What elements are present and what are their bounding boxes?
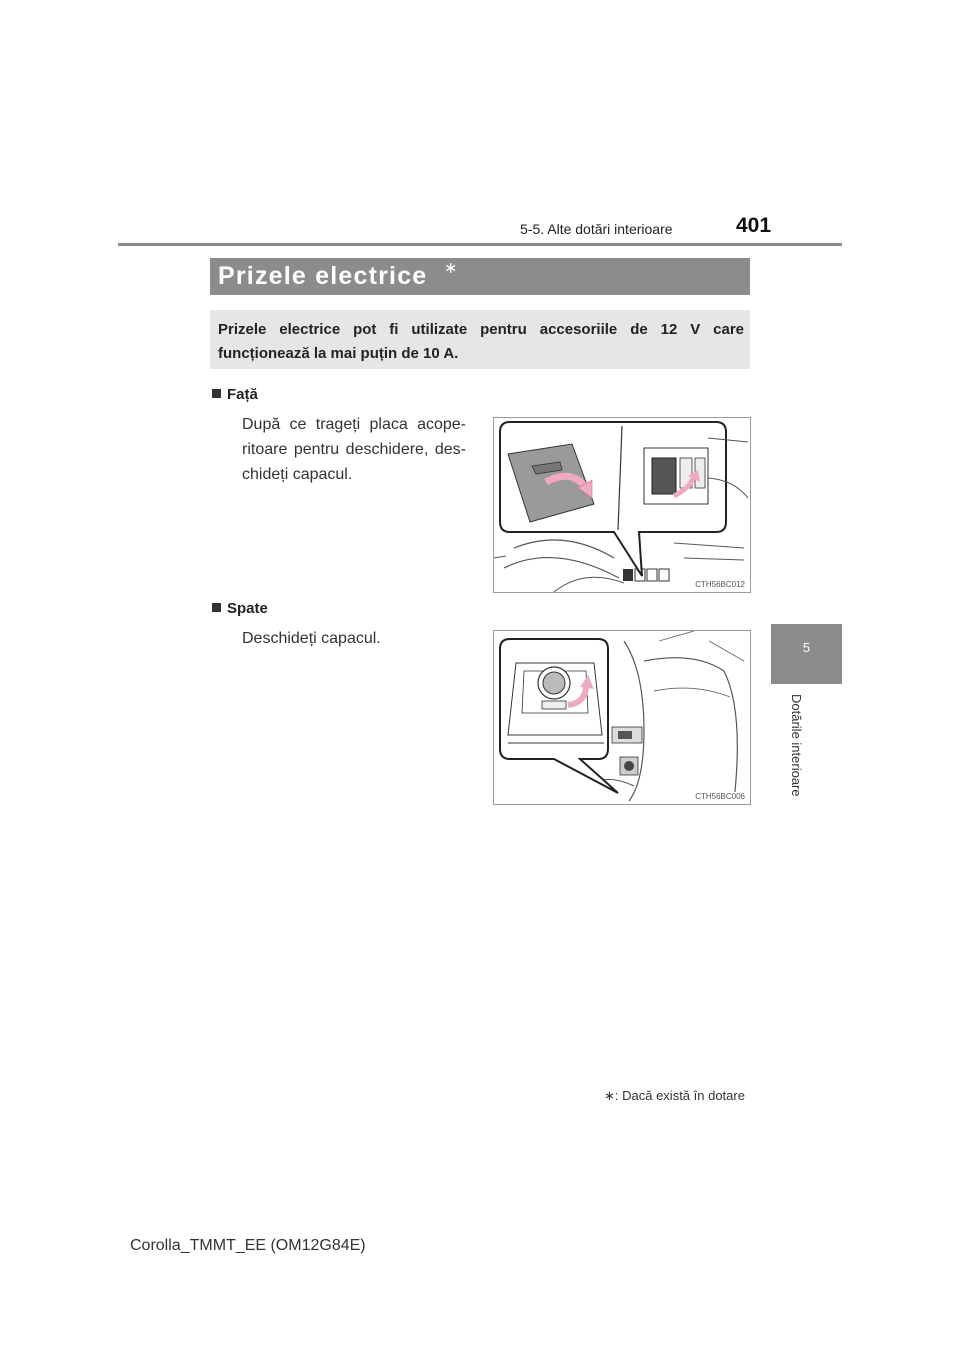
chapter-label [786,694,806,824]
heading-front-label: Față [227,386,258,403]
footnote: ∗: Dacă există în dotare [604,1088,745,1103]
title-asterisk: ∗ [444,260,458,277]
rear-socket-illustration [494,631,750,804]
chapter-label-text: Dotările interioare [789,694,804,797]
section-reference: 5-5. Alte dotări interioare [520,221,673,237]
heading-rear-label: Spate [227,600,268,617]
page-title: Prizele electrice [218,262,428,290]
figure-code-rear: CTH56BC006 [695,792,745,801]
heading-front [212,386,258,403]
chapter-number: 5 [802,640,811,655]
front-socket-illustration [494,418,750,592]
square-bullet-icon [212,389,221,398]
figure-code-front: CTH56BC012 [695,580,745,589]
figure-rear-socket [493,630,751,805]
document-footer: Corolla_TMMT_EE (OM12G84E) [130,1237,366,1254]
square-bullet-icon [212,603,221,612]
page-number: 401 [736,214,772,237]
figure-front-socket [493,417,751,593]
front-instructions: După ce trageți placa acope- ritoare pentru deschidere, des- chideți capacul. [242,416,466,483]
intro-text: Prizele electrice pot fi utilizate pentru accesoriile de 12 V care funcționează la mai puțin de 10 A. [218,321,744,362]
heading-rear [212,600,268,617]
rear-instructions: Deschideți capacul. [242,630,381,647]
header-rule [118,243,842,246]
